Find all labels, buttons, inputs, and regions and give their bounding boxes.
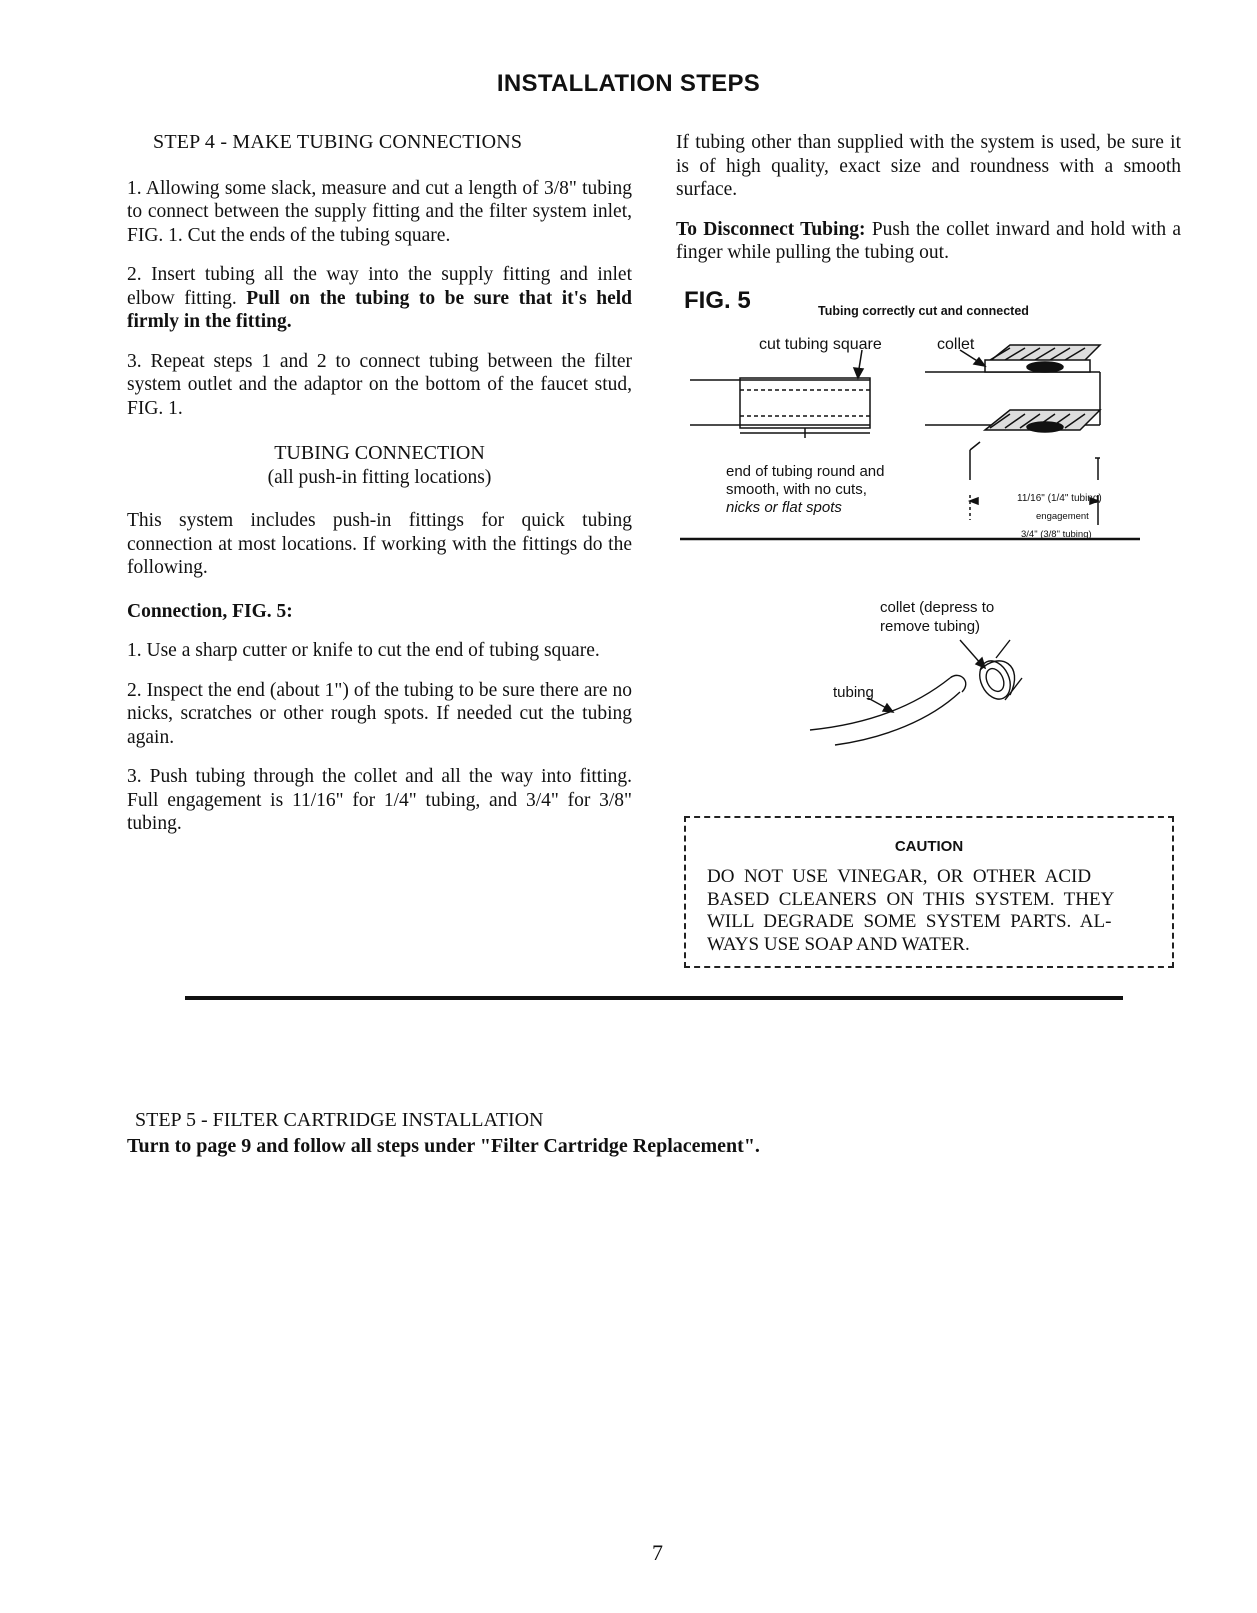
caution-text [707, 866, 1157, 956]
cut-tube-drawing [690, 350, 870, 438]
item-number: 2. [127, 264, 142, 285]
step5-heading: STEP 5 - FILTER CARTRIDGE INSTALLATION [135, 1109, 544, 1131]
section-divider [185, 996, 1123, 1000]
item-number: 3. [127, 766, 142, 787]
item-number: 1. [127, 640, 142, 661]
right-column [676, 131, 1181, 265]
label-engagement-3: 3/4" (3/8" tubing) [1021, 529, 1092, 540]
disconnect-text: Push the collet inward and hold with a finger while pulling the tubing out. [676, 218, 1182, 263]
caution-line: DO NOT USE VINEGAR, OR OTHER ACID [707, 866, 1092, 887]
tubing-connection-subheading: (all push-in fitting locations) [267, 466, 492, 488]
label-collet: collet [937, 336, 975, 353]
label-line: collet (depress to [880, 599, 995, 616]
item-number: 3. [127, 350, 142, 372]
label-line: smooth, with no cuts, [726, 481, 867, 498]
step4-paragraph-1 [127, 177, 632, 248]
paragraph-bold-text: Pull on the tubing to be sure that it's held firmly in the fitting. [127, 287, 632, 332]
caution-line: WAYS USE SOAP AND WATER. [707, 933, 970, 955]
tubing-cut-diagram [680, 320, 1180, 570]
page-number: 7 [652, 1540, 663, 1565]
connection-heading: Connection, FIG. 5: [127, 600, 293, 622]
label-line: remove tubing) [880, 618, 981, 635]
collet-release-diagram [800, 630, 1060, 770]
paragraph-text: Use a sharp cutter or knife to cut the end of tubing square. [146, 640, 600, 661]
item-number: 1. [127, 177, 142, 199]
label-engagement-2: engagement [1036, 511, 1089, 522]
step4-paragraph-2 [127, 263, 632, 334]
tubing-connection-heading-block [127, 442, 632, 489]
tubing-connection-heading: TUBING CONNECTION [274, 442, 485, 464]
label-cut-tubing-square: cut tubing square [759, 336, 882, 353]
figure-caption: Tubing correctly cut and connected [818, 304, 1029, 318]
paragraph-text: Push tubing through the collet and all the way into fitting. Full engagement is 11/16" for 1/4" tubing, and 3/4" for 3/8" tubing. [127, 766, 632, 834]
tubing-connection-intro: This system includes push-in fittings for quick tubing connection at most locations. If working with the fittings do the following. [127, 510, 632, 578]
figure-label: FIG. 5 [684, 287, 751, 314]
label-line: nicks or flat spots [726, 499, 842, 516]
step4-paragraph-3 [127, 350, 632, 421]
item-number: 2. [127, 679, 142, 701]
caution-line: BASED CLEANERS ON THIS SYSTEM. THEY [707, 888, 1115, 910]
paragraph-text: Repeat steps 1 and 2 to connect tubing between the filter system outlet and the adaptor on the bottom of the faucet stud, FIG. 1. [127, 350, 632, 419]
label-line: end of tubing round and [726, 463, 885, 480]
step4-heading: STEP 4 - MAKE TUBING CONNECTIONS [153, 131, 523, 153]
page-title: INSTALLATION STEPS [496, 70, 761, 97]
label-end-of-tubing [726, 463, 884, 517]
connection-paragraph-2 [127, 679, 632, 750]
connection-paragraph-1 [127, 639, 632, 663]
tubing-quality-paragraph: If tubing other than supplied with the system is used, be sure it is of high quality, exact size and roundness with a smooth surface. [676, 132, 1181, 200]
caution-title: CAUTION [894, 838, 964, 855]
caution-line: WILL DEGRADE SOME SYSTEM PARTS. AL- [707, 911, 1112, 932]
step5-text: Turn to page 9 and follow all steps under "Filter Cartridge Replacement". [127, 1135, 760, 1157]
disconnect-paragraph [676, 218, 1181, 265]
paragraph-text: Insert tubing all the way into the supply fitting and inlet elbow fitting. [127, 264, 633, 309]
label-tubing: tubing [833, 684, 874, 701]
paragraph-text: Allowing some slack, measure and cut a length of 3/8" tubing to connect between the supply fitting and the filter system inlet, FIG. 1. Cut the ends of the tubing square. [127, 177, 632, 246]
connection-paragraph-3 [127, 765, 632, 836]
label-engagement-1: 11/16" (1/4" tubing) [1017, 493, 1102, 504]
left-column [127, 131, 632, 836]
disconnect-label: To Disconnect Tubing: [676, 218, 866, 240]
paragraph-text: Inspect the end (about 1") of the tubing to be sure there are no nicks, scratches or other rough spots. If needed cut the tubing again. [127, 679, 633, 748]
